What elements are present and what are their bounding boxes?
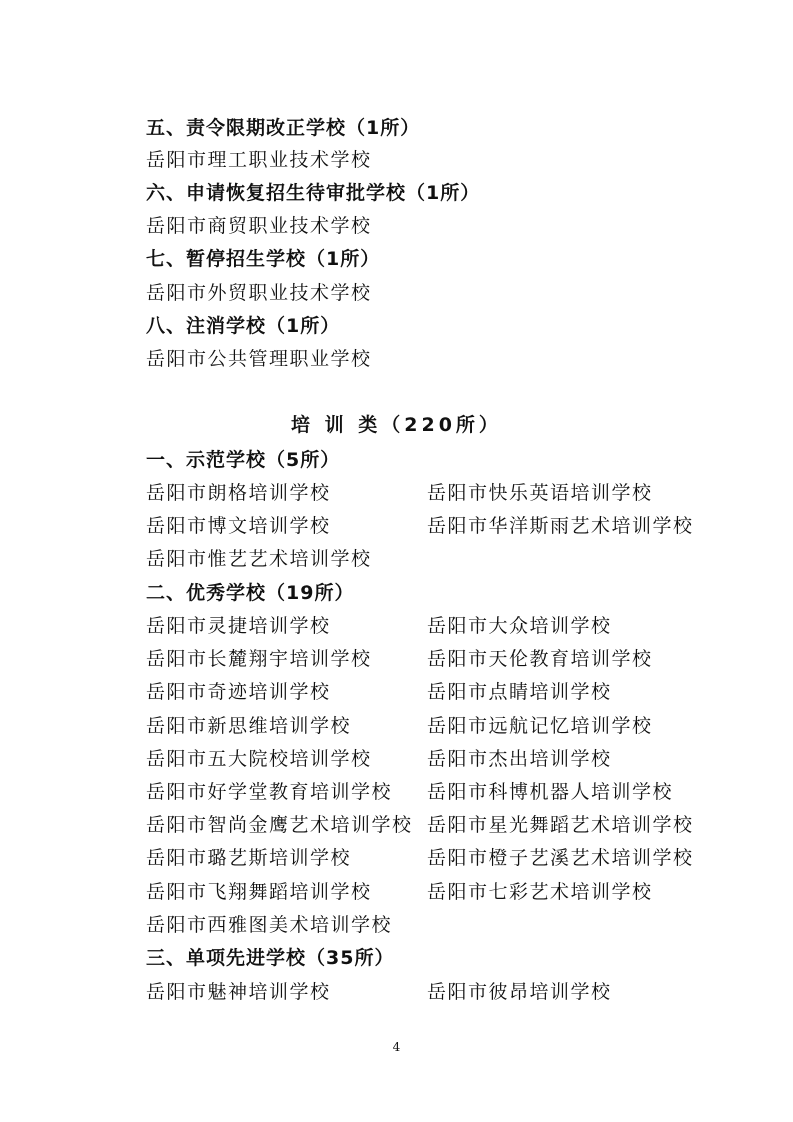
school-item: 岳阳市快乐英语培训学校 (427, 482, 653, 504)
school-item: 岳阳市科博机器人培训学校 (427, 781, 674, 803)
school-item: 岳阳市公共管理职业学校 (146, 348, 372, 370)
section-heading: 八、注消学校（1所） (146, 315, 341, 337)
school-item: 岳阳市理工职业技术学校 (146, 149, 372, 171)
school-item: 岳阳市外贸职业技术学校 (146, 282, 372, 304)
school-item: 岳阳市飞翔舞蹈培训学校 (146, 881, 372, 903)
section-heading: 二、优秀学校（19所） (146, 582, 355, 604)
school-item: 岳阳市七彩艺术培训学校 (427, 881, 653, 903)
section-heading: 一、示范学校（5所） (146, 449, 341, 471)
school-item: 岳阳市长麓翔宇培训学校 (146, 648, 372, 670)
school-item: 岳阳市智尚金鹰艺术培训学校 (146, 814, 413, 836)
school-item: 岳阳市五大院校培训学校 (146, 748, 372, 770)
school-item: 岳阳市华洋斯雨艺术培训学校 (427, 515, 694, 537)
section-heading: 六、申请恢复招生待审批学校（1所） (146, 182, 481, 204)
school-item: 岳阳市橙子艺溪艺术培训学校 (427, 847, 694, 869)
school-item: 岳阳市惟艺艺术培训学校 (146, 548, 372, 570)
page-number: 4 (392, 1040, 401, 1054)
school-item: 岳阳市好学堂教育培训学校 (146, 781, 393, 803)
school-item: 岳阳市杰出培训学校 (427, 748, 612, 770)
school-item: 岳阳市新思维培训学校 (146, 715, 352, 737)
section-heading: 五、责令限期改正学校（1所） (146, 117, 421, 139)
school-item: 岳阳市天伦教育培训学校 (427, 648, 653, 670)
school-item: 岳阳市西雅图美术培训学校 (146, 914, 393, 936)
school-item: 岳阳市星光舞蹈艺术培训学校 (427, 814, 694, 836)
school-item: 岳阳市大众培训学校 (427, 615, 612, 637)
section-heading: 三、单项先进学校（35所） (146, 947, 395, 969)
school-item: 岳阳市朗格培训学校 (146, 482, 331, 504)
school-item: 岳阳市奇迹培训学校 (146, 681, 331, 703)
school-item: 岳阳市魅神培训学校 (146, 981, 331, 1003)
school-item: 岳阳市商贸职业技术学校 (146, 215, 372, 237)
category-title: 培 训 类（220所） (291, 414, 502, 436)
school-item: 岳阳市远航记忆培训学校 (427, 715, 653, 737)
school-item: 岳阳市璐艺斯培训学校 (146, 847, 352, 869)
school-item: 岳阳市点睛培训学校 (427, 681, 612, 703)
section-heading: 七、暂停招生学校（1所） (146, 248, 381, 270)
school-item: 岳阳市灵捷培训学校 (146, 615, 331, 637)
school-item: 岳阳市博文培训学校 (146, 515, 331, 537)
school-item: 岳阳市彼昂培训学校 (427, 981, 612, 1003)
